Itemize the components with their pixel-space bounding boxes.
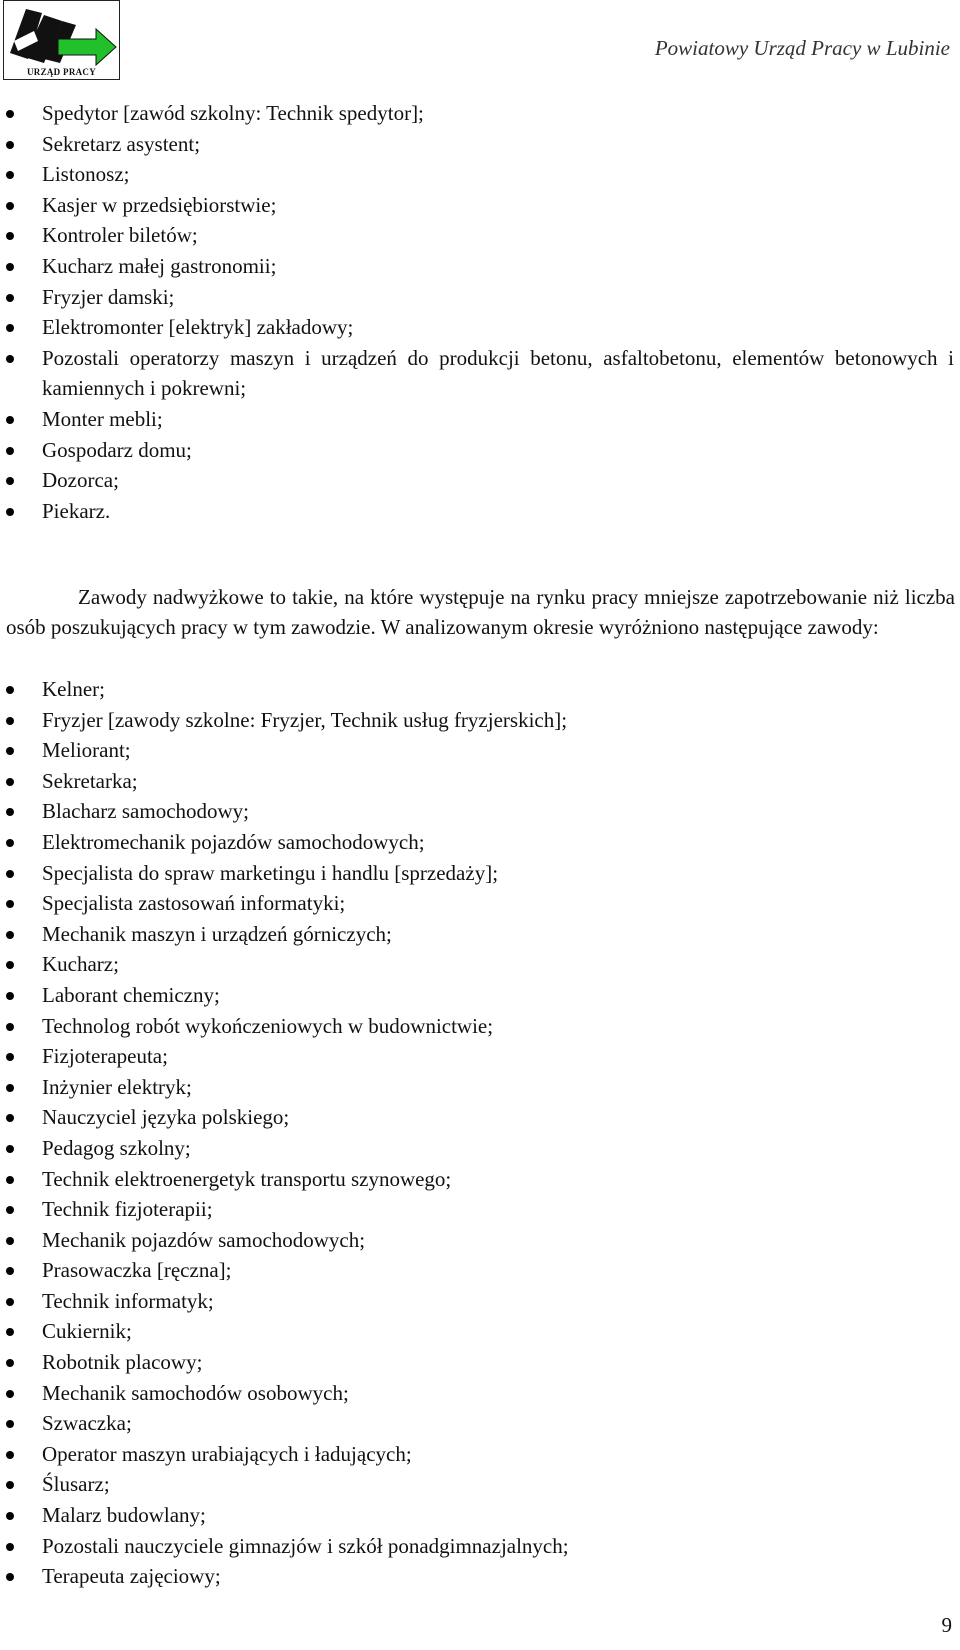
list-item: Kasjer w przedsiębiorstwie;: [0, 190, 960, 221]
list-item: Specjalista do spraw marketingu i handlu [sprzedaży];: [0, 858, 960, 889]
list-item: Operator maszyn urabiających i ładujących;: [0, 1439, 960, 1470]
list-item: Fryzjer damski;: [0, 282, 960, 313]
page-header: [0, 0, 960, 80]
list-item: Nauczyciel języka polskiego;: [0, 1102, 960, 1133]
list-item: Piekarz.: [0, 496, 960, 527]
list-item: Ślusarz;: [0, 1469, 960, 1500]
list-item: Technik informatyk;: [0, 1286, 960, 1317]
list-item: Malarz budowlany;: [0, 1500, 960, 1531]
list-item: Kelner;: [0, 674, 960, 705]
list-item: Fryzjer [zawody szkolne: Fryzjer, Technik usług fryzjerskich];: [0, 705, 960, 736]
list-item: Listonosz;: [0, 159, 960, 190]
list-item: Robotnik placowy;: [0, 1347, 960, 1378]
list-item: Meliorant;: [0, 735, 960, 766]
list-item: Cukiernik;: [0, 1316, 960, 1347]
list-item: Dozorca;: [0, 465, 960, 496]
office-logo: [3, 0, 120, 80]
header-title: Powiatowy Urząd Pracy w Lubinie: [654, 36, 950, 60]
list-item: Mechanik maszyn i urządzeń górniczych;: [0, 919, 960, 950]
list-item: Spedytor [zawód szkolny: Technik spedytor];: [0, 98, 960, 129]
list-item: Gospodarz domu;: [0, 435, 960, 466]
list-item: Kucharz małej gastronomii;: [0, 251, 960, 282]
logo-text: URZĄD PRACY: [26, 67, 97, 77]
list-item: Kucharz;: [0, 949, 960, 980]
occupation-list-deficit: [0, 98, 960, 526]
list-item: Monter mebli;: [0, 404, 960, 435]
list-item: Pozostali operatorzy maszyn i urządzeń do produkcji betonu, asfaltobetonu, elementów betonowych i kamiennych i pokrewni;: [0, 343, 960, 404]
list-item: Elektromonter [elektryk] zakładowy;: [0, 312, 960, 343]
list-item: Technik elektroenergetyk transportu szynowego;: [0, 1164, 960, 1195]
list-item: Sekretarz asystent;: [0, 129, 960, 160]
list-item: Specjalista zastosowań informatyki;: [0, 888, 960, 919]
list-item: Sekretarka;: [0, 766, 960, 797]
list-item: Kontroler biletów;: [0, 220, 960, 251]
list-item: Technolog robót wykończeniowych w budownictwie;: [0, 1011, 960, 1042]
list-item: Prasowaczka [ręczna];: [0, 1255, 960, 1286]
logo-graphic: [4, 1, 119, 67]
occupation-list-surplus: [0, 674, 960, 1592]
page-number: 9: [941, 1613, 952, 1637]
list-item: Terapeuta zajęciowy;: [0, 1561, 960, 1592]
list-item: Elektromechanik pojazdów samochodowych;: [0, 827, 960, 858]
list-item: Pozostali nauczyciele gimnazjów i szkół ponadgimnazjalnych;: [0, 1531, 960, 1562]
list-item: Blacharz samochodowy;: [0, 796, 960, 827]
paragraph-text: Zawody nadwyżkowe to takie, na które występuje na rynku pracy mniejsze zapotrzebowanie niż liczba osób poszukujących pracy w tym zawodzie. W analizowanym okresie wyróżniono następujące zawody:: [6, 585, 955, 639]
list-item: Pedagog szkolny;: [0, 1133, 960, 1164]
list-item: Inżynier elektryk;: [0, 1072, 960, 1103]
list-item: Mechanik samochodów osobowych;: [0, 1378, 960, 1409]
list-item: Technik fizjoterapii;: [0, 1194, 960, 1225]
list-item: Fizjoterapeuta;: [0, 1041, 960, 1072]
surplus-paragraph: [6, 583, 955, 642]
list-item: Laborant chemiczny;: [0, 980, 960, 1011]
list-item: Mechanik pojazdów samochodowych;: [0, 1225, 960, 1256]
list-item: Szwaczka;: [0, 1408, 960, 1439]
